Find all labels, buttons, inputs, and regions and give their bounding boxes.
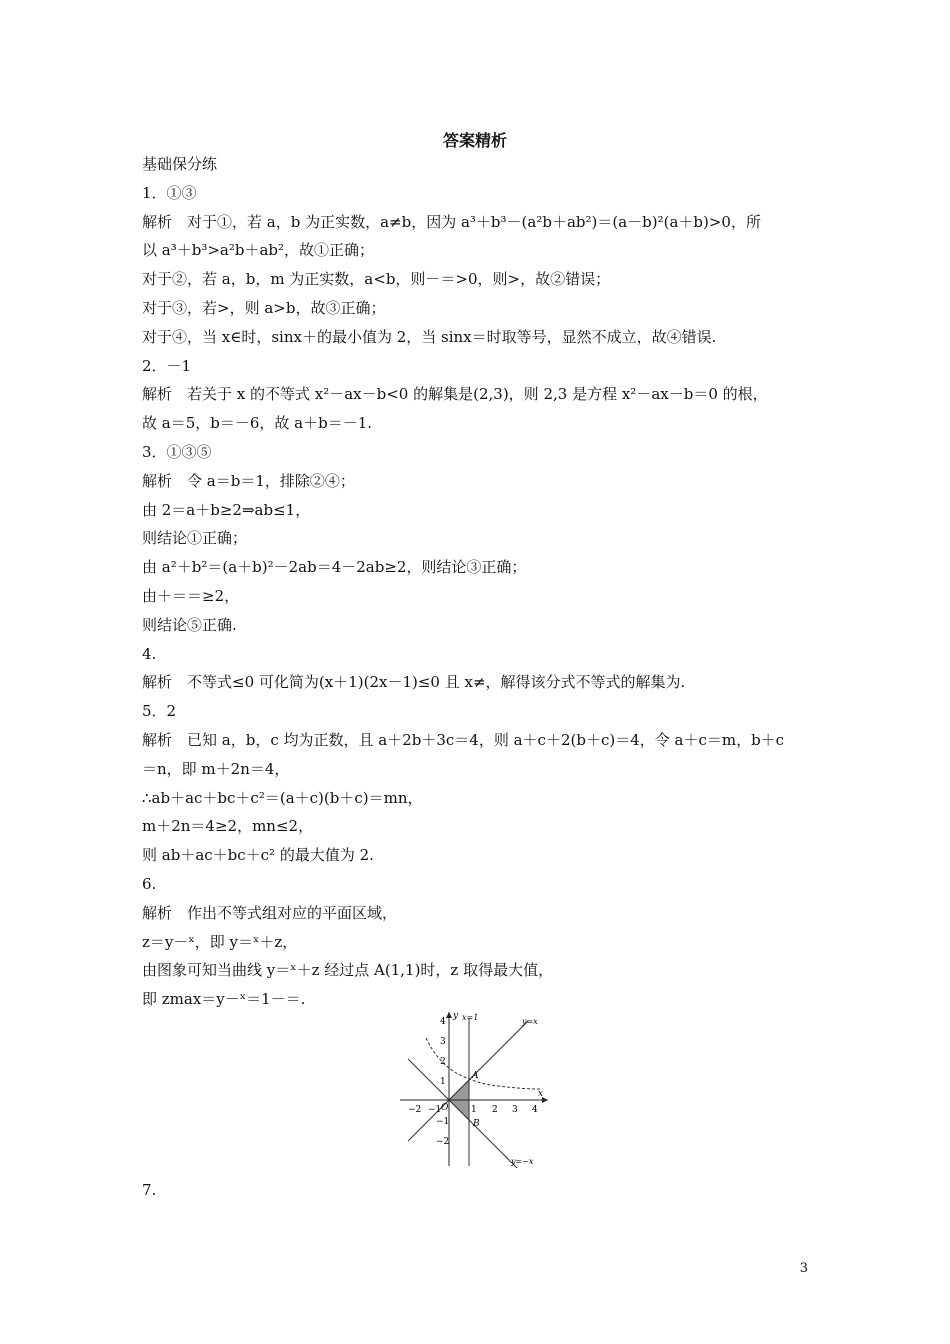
page-title: 答案精析 (442, 131, 507, 150)
y-axis-label: y (453, 1011, 459, 1021)
analysis-line: 则 ab＋ac＋bc＋c² 的最大值为 2. (142, 846, 374, 865)
answer-4: 4. (142, 644, 157, 663)
answer-6: 6. (142, 874, 157, 893)
analysis-line: 解析 若关于 x 的不等式 x²－ax－b<0 的解集是(2,3)，则 2,3 是方程 x²－ax－b＝0 的根， (142, 385, 768, 404)
x-axis-label: x (538, 1089, 544, 1099)
line-y-eq-neg-x (408, 1059, 518, 1168)
analysis-line: ＝n，即 m＋2n＝4， (142, 759, 290, 778)
analysis-line: ∴ab＋ac＋bc＋c²＝(a＋c)(b＋c)＝mn， (142, 788, 423, 807)
analysis-line: 由 a²＋b²＝(a＋b)²－2ab＝4－2ab≥2，则结论③正确； (142, 558, 527, 577)
label-x-eq-1: x=1 (462, 1013, 479, 1022)
x-tick-label: 3 (512, 1105, 518, 1115)
analysis-line: 由 2＝a＋b≥2⇒ab≤1， (142, 500, 311, 519)
y-tick-label: 4 (440, 1017, 446, 1027)
analysis-line: 解析 已知 a，b，c 均为正数，且 a＋2b＋3c＝4，则 a＋c＋2(b＋c)＝4，令 a＋c＝m，b＋c (142, 730, 785, 749)
x-tick-label: −1 (428, 1105, 442, 1115)
analysis-line: 则结论⑤正确. (142, 615, 237, 634)
point-a-label: A (472, 1071, 479, 1081)
y-tick-label: −1 (436, 1117, 450, 1127)
analysis-line: 解析 对于①，若 a，b 为正实数，a≠b，因为 a³＋b³－(a²b＋ab²)＝(a－b)²(a＋b)>0，所 (142, 212, 761, 231)
answer-content (142, 150, 814, 1014)
answer-7: 7. (142, 1181, 157, 1199)
y-axis-arrow (446, 1012, 452, 1018)
y-tick-label: 2 (440, 1057, 446, 1067)
origin-label: O (441, 1103, 449, 1113)
point-b-label: B (473, 1119, 480, 1129)
analysis-line: 对于③，若>，则 a>b，故③正确； (142, 298, 386, 317)
analysis-line: 以 a³＋b³>a²b＋ab²，故①正确； (142, 241, 375, 260)
answer-3: 3．①③⑤ (142, 442, 212, 461)
analysis-line: 对于④，当 x∈时，sinx＋的最小值为 2，当 sinx＝时取等号，显然不成立，故④错误. (142, 327, 717, 346)
answer-2: 2．－1 (142, 356, 192, 375)
analysis-line: 则结论①正确； (142, 529, 248, 548)
x-tick-label: 4 (532, 1105, 538, 1115)
x-tick-label: −2 (408, 1105, 422, 1115)
answer-1: 1．①③ (142, 183, 197, 202)
section-heading: 基础保分练 (142, 155, 218, 173)
analysis-line: z＝y－ˣ，即 y＝ˣ＋z， (142, 932, 298, 951)
x-tick-label: 2 (492, 1105, 498, 1115)
feasible-region-graph (398, 1008, 558, 1168)
analysis-line: 对于②，若 a，b，m 为正实数，a<b，则－＝>0，则>，故②错误； (142, 270, 611, 289)
analysis-line: 解析 令 a＝b＝1，排除②④； (142, 471, 355, 490)
y-tick-label: 3 (440, 1037, 446, 1047)
x-tick-label: 1 (471, 1105, 477, 1115)
analysis-line: 由图象可知当曲线 y＝ˣ＋z 经过点 A(1,1)时，z 取得最大值， (142, 961, 554, 980)
answer-5: 5．2 (142, 702, 177, 721)
y-tick-label: −2 (436, 1137, 450, 1147)
page-number: 3 (799, 1261, 808, 1276)
analysis-line: 即 zmax＝y－ˣ＝1－＝. (142, 990, 306, 1009)
analysis-line: 解析 作出不等式组对应的平面区域， (142, 903, 398, 922)
analysis-line: 解析 不等式≤0 可化简为(x＋1)(2x－1)≤0 且 x≠，解得该分式不等式的解集为. (142, 673, 686, 692)
label-y-eq-x: y=x (522, 1017, 538, 1026)
analysis-line: 故 a＝5，b＝－6，故 a＋b＝－1. (142, 414, 373, 433)
analysis-line: m＋2n＝4≥2，mn≤2， (142, 817, 314, 836)
label-y-eq-neg-x: y=−x (511, 1157, 534, 1166)
y-tick-label: 1 (440, 1077, 446, 1087)
analysis-line: 由＋＝＝≥2， (142, 586, 240, 605)
